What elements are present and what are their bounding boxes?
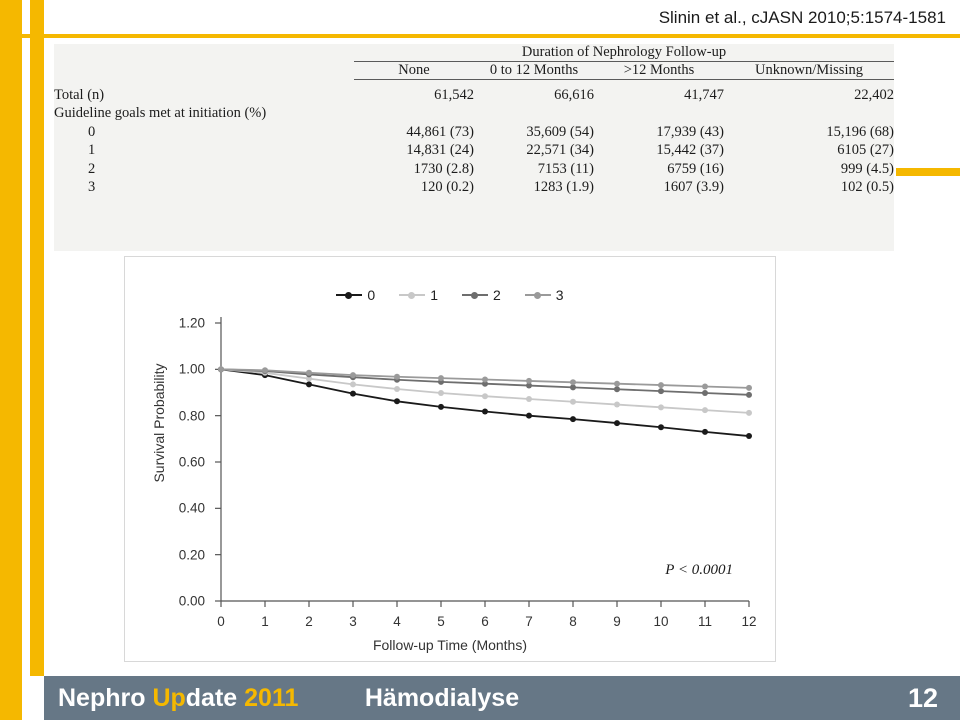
table-row-label: 2 [88, 160, 96, 177]
chart-data-point [438, 375, 444, 381]
table-cell: 15,196 (68) [826, 123, 894, 140]
left-accent-bar [0, 0, 22, 720]
chart-data-point [746, 385, 752, 391]
chart-legend-label: 2 [493, 287, 501, 303]
chart-data-point [570, 379, 576, 385]
chart-y-tick-label: 0.20 [178, 547, 205, 563]
results-table [54, 44, 894, 197]
table-cell [594, 104, 724, 123]
chart-pvalue-annotation: P < 0.0001 [665, 562, 733, 578]
chart-x-tick-label: 6 [481, 614, 489, 629]
chart-data-point [350, 391, 356, 397]
table-row-label: 3 [88, 179, 96, 196]
table-row [54, 141, 894, 160]
table-row [54, 104, 894, 123]
chart-data-point [394, 398, 400, 404]
chart-data-point [702, 383, 708, 389]
chart-x-tick-label: 5 [437, 614, 445, 629]
table-group-header: Duration of Nephrology Follow-up [354, 44, 894, 62]
table-cell: 7153 (11) [537, 160, 594, 177]
chart-data-point [482, 393, 488, 399]
chart-data-point [526, 413, 532, 419]
footer-brand-accent1: Up [152, 683, 186, 712]
chart-data-point [482, 408, 488, 414]
chart-legend-label: 1 [430, 287, 438, 303]
right-accent-rule [896, 168, 960, 176]
chart-x-tick-label: 3 [349, 614, 357, 629]
footer-page-number: 12 [907, 682, 938, 713]
table-cell: 35,609 (54) [526, 123, 594, 140]
table-row [54, 123, 894, 142]
table-cell [354, 104, 474, 123]
chart-data-point [614, 381, 620, 387]
chart-y-tick-label: 0.60 [178, 454, 205, 470]
chart-x-tick-label: 0 [217, 614, 225, 629]
chart-x-tick-label: 4 [393, 614, 401, 629]
chart-data-point [438, 404, 444, 410]
chart-data-point [614, 386, 620, 392]
chart-svg [125, 257, 775, 661]
table-cell: 22,402 [854, 86, 894, 103]
table-cell: 14,831 (24) [406, 142, 474, 159]
chart-data-point [702, 429, 708, 435]
table-cell: 41,747 [684, 86, 724, 103]
survival-chart-figure [124, 256, 776, 662]
chart-legend-swatch [336, 294, 362, 296]
table-corner-cell-2 [54, 62, 354, 80]
table-cell: 120 (0.2) [420, 179, 474, 196]
chart-legend-item [336, 287, 375, 303]
chart-x-tick-label: 8 [569, 614, 577, 629]
chart-legend-label: 0 [367, 287, 376, 303]
chart-data-point [438, 390, 444, 396]
chart-plot-area [125, 257, 775, 661]
footer-brand-part2: date [185, 683, 245, 712]
table-cell: 1730 (2.8) [413, 160, 474, 177]
table-cell: 44,861 (73) [406, 123, 474, 140]
table-col-header-0to12: 0 to 12 Months [474, 62, 594, 80]
chart-x-tick-label: 7 [525, 614, 533, 629]
table-cell: 61,542 [434, 86, 474, 103]
chart-data-point [394, 386, 400, 392]
table-cell: 102 (0.5) [840, 179, 894, 196]
chart-data-point [746, 410, 752, 416]
chart-legend-swatch [462, 294, 488, 296]
chart-y-tick-label: 0.00 [178, 593, 205, 609]
chart-x-tick-label: 1 [261, 614, 269, 629]
table-row-label: 0 [88, 123, 96, 140]
chart-legend [125, 287, 775, 303]
chart-legend-swatch [525, 294, 551, 296]
chart-data-point [702, 407, 708, 413]
footer-brand-part1: Nephro [58, 683, 153, 712]
chart-legend-item [399, 287, 438, 303]
chart-y-tick-label: 1.20 [178, 315, 205, 331]
table-corner-cell [54, 44, 354, 62]
chart-y-tick-label: 1.00 [178, 361, 205, 377]
table-cell: 15,442 (37) [656, 142, 724, 159]
top-accent-rule [0, 34, 960, 38]
chart-legend-item [525, 287, 564, 303]
table-col-header-gt12: >12 Months [594, 62, 724, 80]
table-cell: 999 (4.5) [840, 160, 894, 177]
chart-data-point [658, 382, 664, 388]
chart-x-tick-label: 2 [305, 614, 313, 629]
table-row [54, 160, 894, 179]
table-row-label: Guideline goals met at initiation (%) [54, 105, 267, 122]
table-row-label: Total (n) [54, 86, 105, 103]
chart-data-point [746, 392, 752, 398]
chart-data-point [306, 381, 312, 387]
chart-data-point [218, 366, 224, 372]
chart-x-tick-label: 12 [741, 614, 757, 629]
chart-y-tick-label: 0.80 [178, 408, 205, 424]
chart-legend-item [462, 287, 501, 303]
chart-y-tick-label: 0.40 [178, 500, 205, 516]
chart-data-point [350, 381, 356, 387]
chart-data-point [570, 416, 576, 422]
chart-data-point [262, 367, 268, 373]
table-cell [474, 104, 594, 123]
chart-x-axis-label: Follow-up Time (Months) [372, 637, 528, 653]
chart-data-point [350, 372, 356, 378]
chart-x-tick-label: 10 [653, 614, 669, 629]
table-row [54, 79, 894, 104]
table-cell: 17,939 (43) [656, 123, 724, 140]
chart-data-point [658, 404, 664, 410]
chart-data-point [614, 402, 620, 408]
table-cell: 6759 (16) [667, 160, 724, 177]
table-row [54, 178, 894, 197]
chart-x-tick-label: 9 [613, 614, 621, 629]
table-cell: 1283 (1.9) [533, 179, 594, 196]
chart-legend-swatch [399, 294, 425, 296]
table-cell: 6105 (27) [837, 142, 894, 159]
chart-data-point [658, 424, 664, 430]
table-cell: 1607 (3.9) [663, 179, 724, 196]
table-row-label: 1 [88, 142, 96, 159]
chart-data-point [702, 390, 708, 396]
table-cell [724, 104, 894, 123]
slide-footer [44, 676, 960, 720]
table-col-header-none: None [354, 62, 474, 80]
table-col-header-unknown: Unknown/Missing [724, 62, 894, 80]
chart-data-point [482, 377, 488, 383]
citation-text: Slinin et al., cJASN 2010;5:1574-1581 [658, 8, 946, 27]
footer-brand-accent2: 2011 [244, 683, 299, 712]
left-accent-bar-secondary [30, 0, 44, 676]
results-table-figure [54, 44, 894, 251]
footer-section-title: Hämodialyse [364, 683, 520, 712]
chart-data-point [614, 420, 620, 426]
chart-data-point [306, 370, 312, 376]
chart-data-point [394, 374, 400, 380]
chart-data-point [526, 396, 532, 402]
table-cell: 22,571 (34) [526, 142, 594, 159]
chart-data-point [526, 378, 532, 384]
chart-data-point [570, 399, 576, 405]
chart-legend-label: 3 [555, 287, 564, 303]
table-cell: 66,616 [554, 86, 594, 103]
chart-x-tick-label: 11 [697, 614, 712, 629]
chart-data-point [658, 388, 664, 394]
chart-y-axis-label: Survival Probability [151, 363, 167, 483]
chart-data-point [746, 433, 752, 439]
